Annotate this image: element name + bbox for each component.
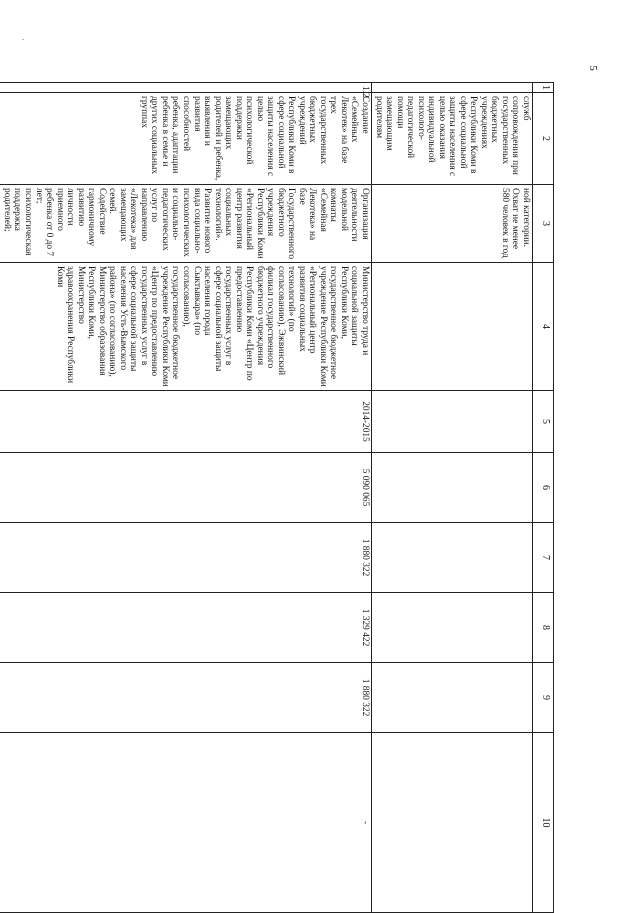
activity-name-cell: служб сопровождения при государственных бюджетных учреждениях Республики Коми в сфере социальной защиты населения с целью оказания индивидуальной психолого-педагогической помощи замещающим родителям: [372, 93, 533, 185]
page-number: 5: [586, 65, 599, 71]
header-cell: 5: [533, 391, 554, 453]
header-row: [533, 83, 554, 913]
row-number-cell: [372, 83, 533, 93]
executor-cell: [372, 263, 533, 391]
header-cell: 6: [533, 453, 554, 523]
amount-cell: [372, 733, 533, 913]
header-cell: 8: [533, 593, 554, 663]
amount-cell: 5 090 065: [0, 453, 372, 523]
header-cell: 9: [533, 663, 554, 733]
amount-cell: [372, 453, 533, 523]
activity-name-cell: Создание «Семейных Лекотек» на базе трех государственных бюджетных учреждений Республики Коми в сфере социальной защиты населения с целью психологической поддержки замещающих родителей и ребенка, выявления и развития способностей ребенка, адаптации ребенка в семье и других социальных группах: [0, 93, 372, 185]
amount-cell: 1 880 322: [0, 523, 372, 593]
header-cell: 3: [533, 185, 554, 263]
header-cell: 2: [533, 93, 554, 185]
scan-speck: .: [22, 32, 25, 42]
executor-cell: Министерство труда и социальной защиты Республики Коми, государственное бюджетное учреждение Республики Коми «Региональный центр развития социальных технологий» (по согласованию), Эжвинский филиал государственного бюджетного учреждения Республики Коми «Центр по предоставлению государственных услуг в сфере социальной защиты населения города Сыктывкара» (по согласованию), государственное бюджетное учреждение Республики Коми «Центр по предоставлению государственных услуг в сфере социальной защиты населения Усть-Вымского района» (по согласованию), Министерство образования Республики Коми, Министерство здравоохранения Республики Коми: [0, 263, 372, 391]
amount-cell: 1 329 422: [0, 593, 372, 663]
rotated-table-wrapper: [1, 82, 554, 900]
header-cell: 10: [533, 733, 554, 913]
header-cell: 4: [533, 263, 554, 391]
header-cell: 7: [533, 523, 554, 593]
amount-cell: [372, 593, 533, 663]
period-cell: [372, 391, 533, 453]
amount-cell: [372, 523, 533, 593]
expected-result-cell: Организация деятельности модельной комнаты «Семейная Лекотека» на базе Государственного бюджетного учреждения Республики Коми «Региональный центр развития социальных технологий». Развитие нового вида социально-психологических и социально-педагогических услуг по направлению «Лекотека» для замещающих семей. Содействие гармоничному развитию личности приемного ребенка от 0 до 7 лет; психологическая поддержка родителей;: [0, 185, 372, 263]
amount-cell: 1 880 322: [0, 663, 372, 733]
program-activities-table: [0, 82, 554, 913]
row-number-cell: 1.2.: [0, 83, 372, 93]
table-row: [372, 83, 533, 913]
expected-result-cell: ной категории. Охват не менее 580 человек в год: [372, 185, 533, 263]
period-cell: 2014-2015: [0, 391, 372, 453]
header-cell: 1: [533, 83, 554, 93]
amount-cell: -: [0, 733, 372, 913]
amount-cell: [372, 663, 533, 733]
table-row: [0, 83, 372, 913]
